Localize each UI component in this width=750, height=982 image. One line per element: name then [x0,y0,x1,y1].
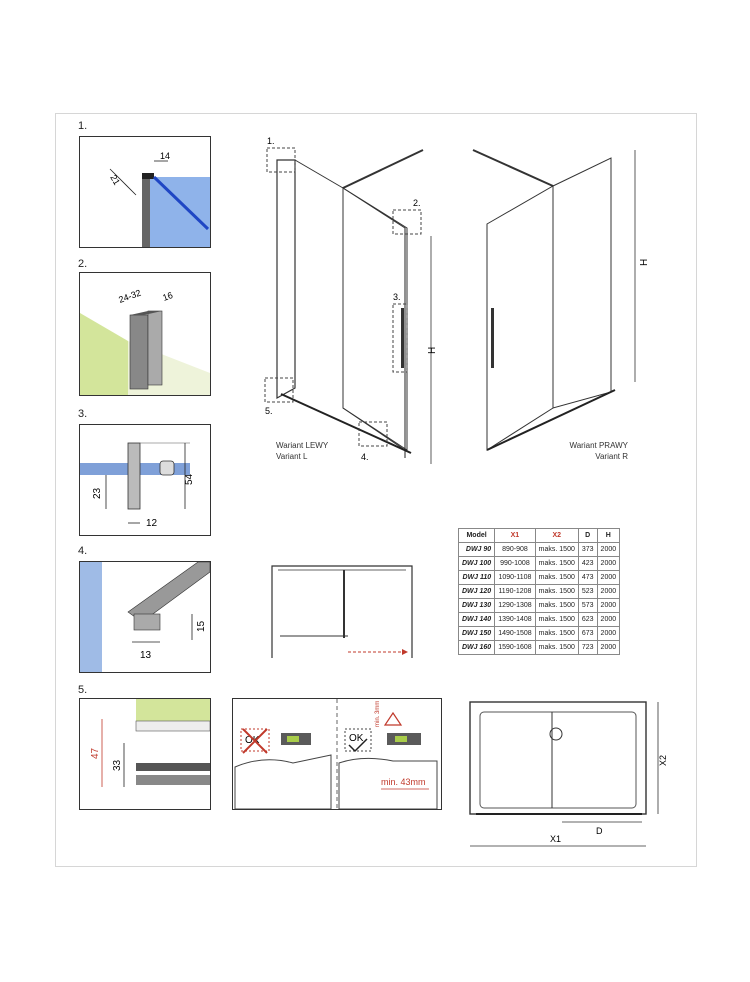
cell-x2: maks. 1500 [535,571,578,585]
slide-arrowhead [402,649,408,655]
rail-end [134,614,160,630]
step-5-detail [79,698,211,810]
handle [401,308,404,368]
fixed-glass-right [553,158,611,408]
step-1-number: 1. [78,120,88,132]
cell-d: 473 [578,571,597,585]
step-4-number: 4. [78,545,88,557]
glass-edge [136,721,210,731]
wall-profile [142,177,150,247]
cell-h: 2000 [597,585,620,599]
dim-12: 12 [146,518,158,529]
cell-h: 2000 [597,557,620,571]
callout-4: 4. [361,452,369,462]
level-bubble-bad [287,736,299,742]
callout-3: 3. [393,292,401,302]
tray-outline [480,712,636,808]
variant-left-line2: Variant L [276,452,308,461]
cell-x1: 1290-1308 [495,599,535,613]
cell-model: DWJ 160 [459,641,495,655]
cell-d: 373 [578,543,597,557]
cell-x1: 1490-1508 [495,627,535,641]
bottom-seal [136,775,210,785]
col-x1: X1 [495,529,535,543]
dim-15: 15 [196,620,207,632]
table-row [459,543,620,557]
dim-16: 16 [161,290,175,303]
callout-5: 5. [265,406,273,416]
cell-d: 723 [578,641,597,655]
variant-left-label [276,440,328,462]
cell-x2: maks. 1500 [535,585,578,599]
enclosure-frame [470,702,646,814]
step-2-number: 2. [78,258,88,270]
col-d: D [578,529,597,543]
cell-h: 2000 [597,543,620,557]
cell-x1: 990-1008 [495,557,535,571]
enclosure-isometric [255,128,665,478]
step-4-detail [79,561,211,673]
variant-right-line2: Variant R [595,452,628,461]
dim-21: 21 [108,173,122,187]
cell-x2: maks. 1500 [535,641,578,655]
wall-bracket [343,150,423,188]
cell-x1: 1590-1608 [495,641,535,655]
cell-x1: 890-908 [495,543,535,557]
handle-right [491,308,494,368]
clamp [160,461,174,475]
cell-h: 2000 [597,599,620,613]
level-clearance-panel [232,698,442,810]
cell-h: 2000 [597,641,620,655]
cell-h: 2000 [597,571,620,585]
sliding-glass [343,188,407,450]
spec-table [458,528,620,655]
glass-panel [80,562,102,672]
wall-bracket-right [473,150,553,186]
variant-right-line1: Wariant PRAWY [569,441,628,450]
left-wall-panel [277,160,295,398]
step-1-detail [79,136,211,248]
fixed-glass [343,188,405,450]
cell-x1: 1190-1208 [495,585,535,599]
cell-h: 2000 [597,627,620,641]
dim-24-32: 24-32 [117,287,143,305]
table-row [459,613,620,627]
step-2-detail [79,272,211,396]
variant-left-line1: Wariant LEWY [276,441,329,450]
dim-23: 23 [92,487,103,499]
cell-x2: maks. 1500 [535,613,578,627]
enclosure-outline [272,566,412,658]
d-label: D [596,826,603,836]
cell-x2: maks. 1500 [535,543,578,557]
dim-14: 14 [160,151,171,161]
glass-panel [150,177,210,247]
cell-model: DWJ 120 [459,585,495,599]
step-3-number: 3. [78,408,88,420]
sliding-glass-right [487,186,553,450]
step-5-number: 5. [78,684,88,696]
cell-model: DWJ 110 [459,571,495,585]
cell-x2: maks. 1500 [535,599,578,613]
rail-profile [128,562,210,622]
cell-d: 673 [578,627,597,641]
expansion-profile [148,311,162,385]
bad-label: OK [245,735,260,746]
x2-label: X2 [658,754,668,766]
col-x2: X2 [535,529,578,543]
cell-x2: maks. 1500 [535,627,578,641]
slide-direction-view [268,560,418,660]
callout-2: 2. [413,198,421,208]
height-label-left: H [427,346,438,354]
profile-cap [142,173,154,179]
step-3-detail [79,424,211,536]
clearance-label: min. 43mm [381,777,426,787]
dim-33: 33 [112,759,123,771]
table-row [459,641,620,655]
x1-label: X1 [550,834,562,844]
plan-view [462,696,692,856]
cell-d: 523 [578,585,597,599]
cell-x2: maks. 1500 [535,557,578,571]
top-rail [295,160,343,188]
dim-13: 13 [140,650,152,661]
clearance-vertical: min. 3mm [375,700,381,727]
cell-model: DWJ 130 [459,599,495,613]
cell-model: DWJ 150 [459,627,495,641]
cell-model: DWJ 140 [459,613,495,627]
good-label: OK [349,733,364,744]
cell-x1: 1090-1108 [495,571,535,585]
col-h: H [597,529,620,543]
cell-model: DWJ 100 [459,557,495,571]
cell-d: 623 [578,613,597,627]
table-row [459,585,620,599]
cell-model: DWJ 90 [459,543,495,557]
cell-x1: 1390-1408 [495,613,535,627]
height-label-right: H [639,258,650,266]
handle-profile [128,443,140,509]
wall-profile [130,315,148,389]
dim-54: 54 [184,473,195,485]
level-bubble-good [395,736,407,742]
table-row [459,557,620,571]
cell-d: 423 [578,557,597,571]
table-row [459,599,620,613]
cell-h: 2000 [597,613,620,627]
table-row [459,571,620,585]
tray-bad [235,755,331,809]
spec-header-row [459,529,620,543]
warning-icon [385,713,401,725]
variant-right-label [556,440,628,462]
cell-d: 573 [578,599,597,613]
callout-1: 1. [267,136,275,146]
wall-surface [80,313,128,395]
bottom-rail [136,763,210,771]
table-row [459,627,620,641]
col-model: Model [459,529,495,543]
dim-47: 47 [90,747,101,759]
